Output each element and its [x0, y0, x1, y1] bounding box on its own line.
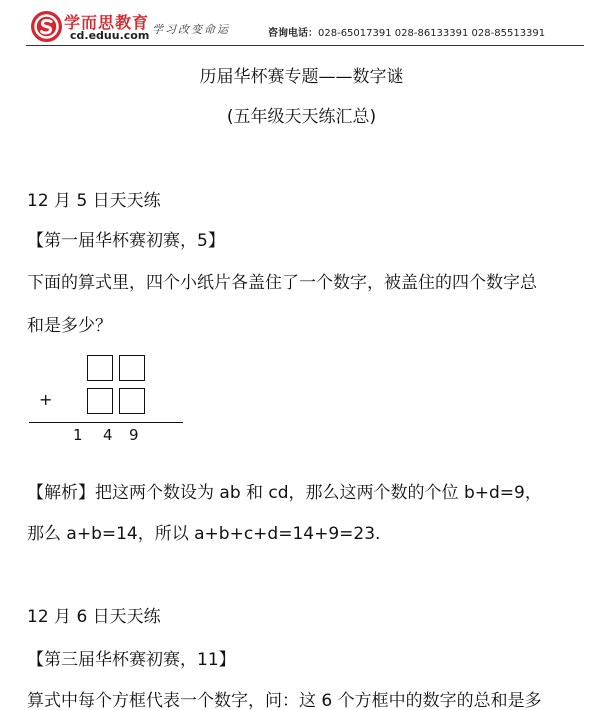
digit-box — [87, 388, 113, 414]
digit-box — [119, 388, 145, 414]
problem1-solution-line2: 那么 a+b=14，所以 a+b+c+d=14+9=23. — [27, 524, 381, 544]
contact-info — [268, 24, 545, 39]
sum-line — [29, 422, 183, 423]
problem2-source: 【第三届华杯赛初赛，11】 — [27, 650, 236, 670]
digit-box — [119, 355, 145, 381]
document-title: 历届华杯赛专题——数字谜 — [199, 67, 404, 87]
sum-digit: 4 — [103, 426, 113, 444]
sum-digit: 9 — [129, 426, 139, 444]
problem1-date: 12 月 5 日天天练 — [27, 191, 161, 211]
phone-numbers: 028-65017391 028-86133391 028-85513391 — [318, 28, 546, 39]
plus-sign: + — [39, 390, 53, 409]
problem1-solution-line1: 【解析】把这两个数设为 ab 和 cd，那么这两个数的个位 b+d=9， — [27, 483, 542, 503]
slogan: 学习改变命运 — [152, 23, 230, 36]
sum-digit: 1 — [73, 426, 83, 444]
problem1-source: 【第一届华杯赛初赛，5】 — [27, 231, 225, 251]
page-header — [0, 0, 603, 46]
header-divider — [26, 45, 584, 46]
problem1-question-line2: 和是多少？ — [27, 316, 112, 336]
brand-name: 学而思教育 — [64, 13, 150, 32]
problem2-question-line1: 算式中每个方框代表一个数字，问：这 6 个方框中的数字的总和是多 — [27, 691, 542, 710]
contact-label: 咨询电话： — [268, 28, 318, 39]
brand-domain: cd.eduu.com — [70, 29, 150, 42]
document-subtitle: (五年级天天练汇总) — [226, 107, 377, 127]
problem2-date: 12 月 6 日天天练 — [27, 607, 161, 627]
digit-box — [87, 355, 113, 381]
logo-icon — [31, 11, 62, 42]
problem1-question-line1: 下面的算式里，四个小纸片各盖住了一个数字，被盖住的四个数字总 — [27, 273, 537, 293]
